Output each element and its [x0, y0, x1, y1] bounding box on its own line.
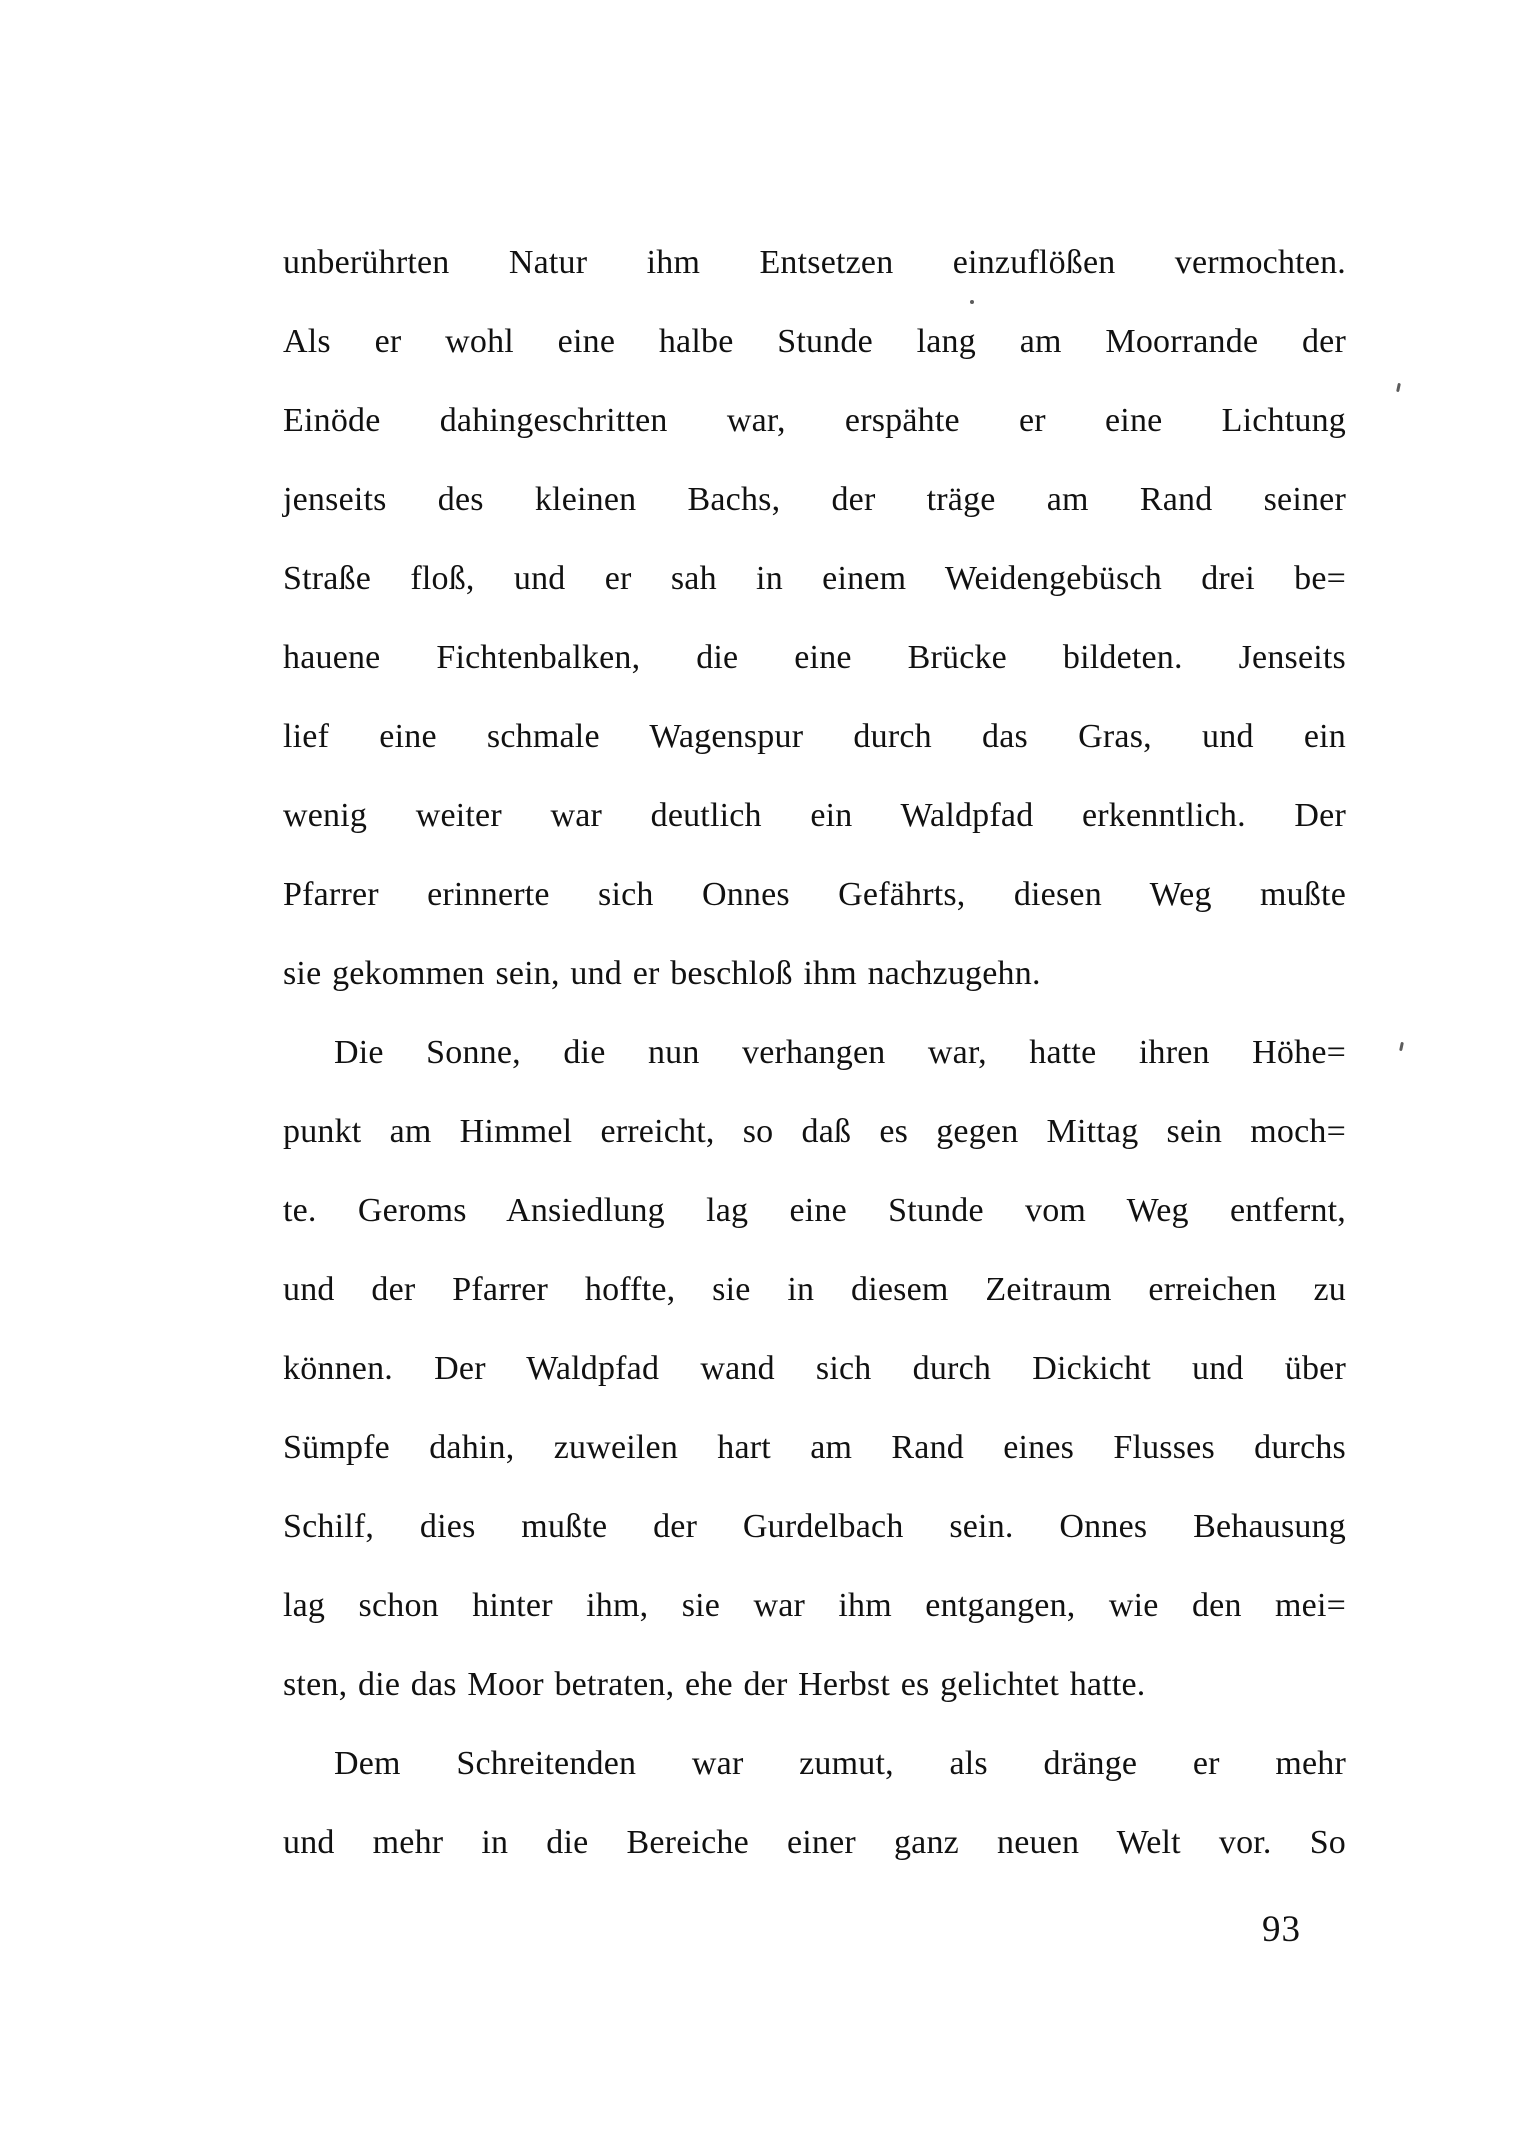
paragraph: [283, 1013, 1346, 1724]
text-line: Straße floß, und er sah in einem Weidengebüsch drei be=: [283, 560, 1346, 597]
text-line: Dem Schreitenden war zumut, als dränge er mehr: [334, 1745, 1346, 1782]
text-line: sie gekommen sein, und er beschloß ihm nachzugehn.: [283, 955, 1041, 992]
paragraph: [283, 223, 1346, 1013]
text-line: und der Pfarrer hoffte, sie in diesem Zeitraum erreichen zu: [283, 1271, 1346, 1308]
scan-speck: [970, 300, 974, 304]
text-line: Sümpfe dahin, zuweilen hart am Rand eines Flusses durchs: [283, 1429, 1346, 1466]
text-line: wenig weiter war deutlich ein Waldpfad erkenntlich. Der: [283, 797, 1346, 834]
text-line: te. Geroms Ansiedlung lag eine Stunde vom Weg entfernt,: [283, 1192, 1346, 1229]
text-line: sten, die das Moor betraten, ehe der Herbst es gelichtet hatte.: [283, 1666, 1146, 1703]
text-line: und mehr in die Bereiche einer ganz neuen Welt vor. So: [283, 1824, 1346, 1861]
text-line: hauene Fichtenbalken, die eine Brücke bildeten. Jenseits: [283, 639, 1346, 676]
scan-speck: [1396, 383, 1401, 392]
text-line: können. Der Waldpfad wand sich durch Dickicht und über: [283, 1350, 1346, 1387]
text-line: Einöde dahingeschritten war, erspähte er eine Lichtung: [283, 402, 1346, 439]
text-line: lag schon hinter ihm, sie war ihm entgangen, wie den mei=: [283, 1587, 1346, 1624]
page-text: [283, 223, 1346, 1882]
paragraph: [283, 1724, 1346, 1882]
scan-speck: [1399, 1042, 1404, 1051]
text-line: lief eine schmale Wagenspur durch das Gras, und ein: [283, 718, 1346, 755]
page-number: 93: [1262, 1909, 1301, 1950]
text-line: Schilf, dies mußte der Gurdelbach sein. Onnes Behausung: [283, 1508, 1346, 1545]
text-line: punkt am Himmel erreicht, so daß es gegen Mittag sein moch=: [283, 1113, 1346, 1150]
text-line: unberührten Natur ihm Entsetzen einzuflößen vermochten.: [283, 244, 1346, 281]
text-line: jenseits des kleinen Bachs, der träge am Rand seiner: [283, 481, 1346, 518]
text-line: Pfarrer erinnerte sich Onnes Gefährts, diesen Weg mußte: [283, 876, 1346, 913]
text-line: Die Sonne, die nun verhangen war, hatte ihren Höhe=: [334, 1034, 1346, 1071]
text-line: Als er wohl eine halbe Stunde lang am Moorrande der: [283, 323, 1346, 360]
